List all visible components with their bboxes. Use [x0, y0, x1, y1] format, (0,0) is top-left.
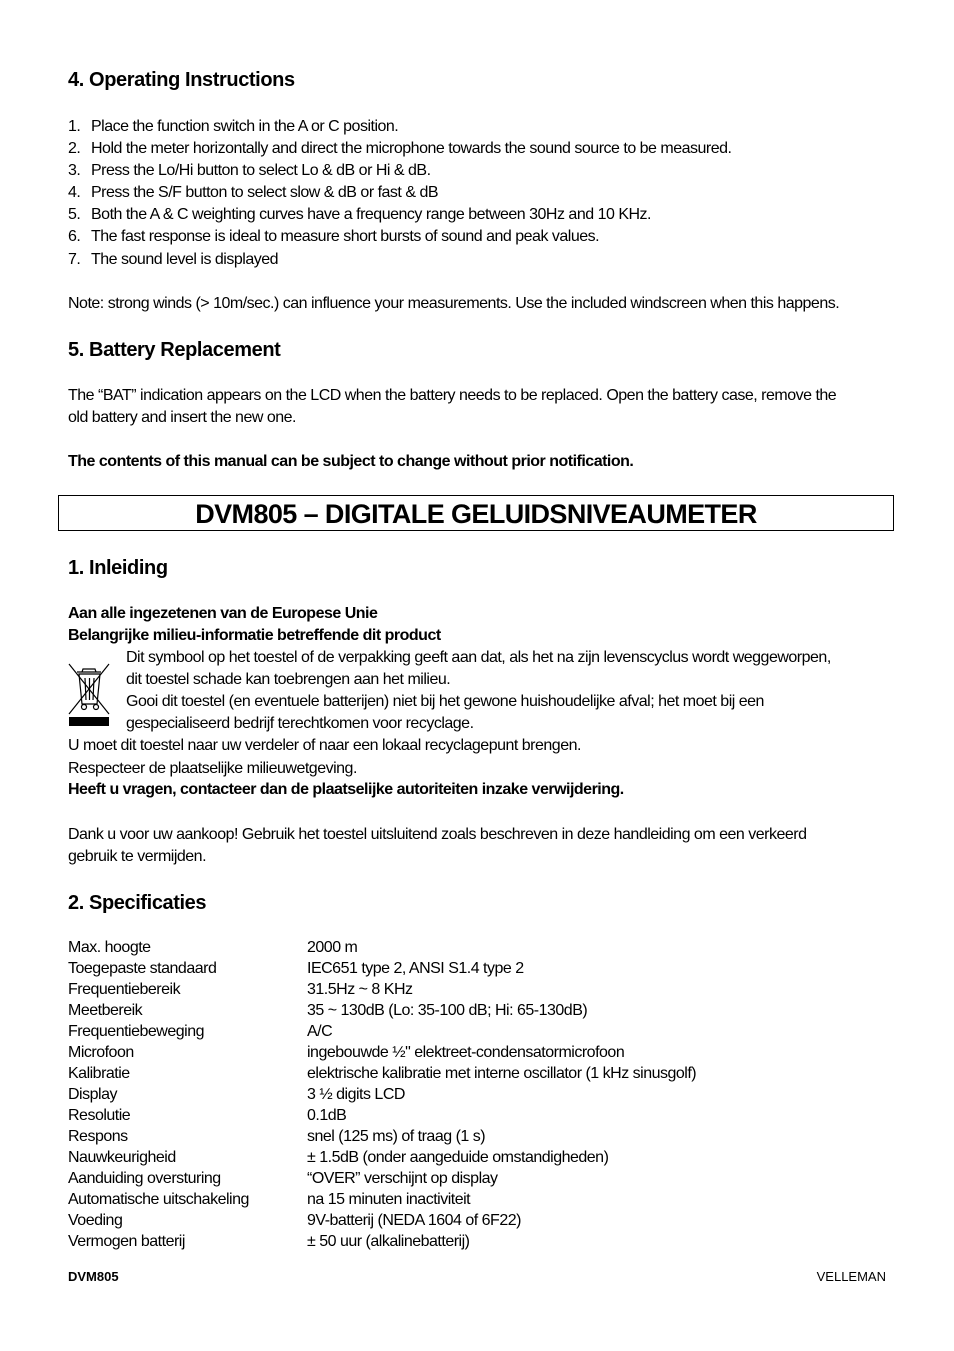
- spec-value: 31.5Hz ~ 8 KHz: [307, 981, 413, 998]
- spec-label: Max. hoogte: [68, 939, 151, 956]
- section-heading-operating-instructions: 4. Operating Instructions: [68, 69, 295, 91]
- footer-model: DVM805: [68, 1269, 119, 1284]
- paragraph-line: dit toestel schade kan toebrengen aan het milieu.: [126, 671, 451, 688]
- paragraph-line: U moet dit toestel naar uw verdeler of naar een lokaal recyclagepunt brengen.: [68, 737, 581, 754]
- spec-label: Meetbereik: [68, 1002, 143, 1019]
- paragraph-line: old battery and insert the new one.: [68, 409, 296, 426]
- spec-value: 0.1dB: [307, 1107, 347, 1124]
- list-number: 1.: [68, 118, 81, 135]
- spec-label: Frequentiebeweging: [68, 1023, 204, 1040]
- banner-title: DVM805 – DIGITALE GELUIDSNIVEAUMETER: [195, 499, 757, 529]
- spec-row: [68, 1128, 486, 1146]
- spec-value: ± 1.5dB (onder aangeduide omstandigheden): [307, 1149, 609, 1166]
- list-item: [68, 184, 438, 202]
- list-item: [68, 228, 599, 246]
- section-heading-battery-replacement: 5. Battery Replacement: [68, 339, 281, 361]
- list-text: The fast response is ideal to measure short bursts of sound and peak values.: [91, 228, 600, 245]
- spec-label: Automatische uitschakeling: [68, 1191, 249, 1208]
- spec-row: [68, 1065, 697, 1083]
- spec-value: ± 50 uur (alkalinebatterij): [307, 1233, 470, 1250]
- notice-text: The contents of this manual can be subject to change without prior notification.: [68, 453, 634, 470]
- spec-value: elektrische kalibratie met interne oscillator (1 kHz sinusgolf): [307, 1065, 697, 1082]
- paragraph-line: Dank u voor uw aankoop! Gebruik het toestel uitsluitend zoals beschreven in deze handleiding om een verkeerd: [68, 826, 807, 843]
- eu-heading: Aan alle ingezetenen van de Europese Unie: [68, 605, 378, 622]
- spec-label: Microfoon: [68, 1044, 134, 1061]
- list-number: 4.: [68, 184, 81, 201]
- spec-row: [68, 1023, 333, 1041]
- spec-row: [68, 981, 413, 999]
- list-number: 5.: [68, 206, 81, 223]
- list-text: The sound level is displayed: [91, 251, 279, 268]
- list-text: Hold the meter horizontally and direct the microphone towards the sound source to be measured.: [91, 140, 732, 157]
- spec-row: [68, 1002, 588, 1020]
- spec-label: Display: [68, 1086, 117, 1103]
- spec-row: [68, 1233, 470, 1251]
- spec-label: Toegepaste standaard: [68, 960, 217, 977]
- list-number: 7.: [68, 251, 81, 268]
- spec-label: Voeding: [68, 1212, 123, 1229]
- spec-value: na 15 minuten inactiviteit: [307, 1191, 471, 1208]
- spec-row: [68, 1044, 625, 1062]
- paragraph-line: Dit symbool op het toestel of de verpakking geeft aan dat, als het na zijn levenscyclus wordt weggeworpen,: [126, 649, 831, 666]
- title-banner: [58, 495, 894, 531]
- spec-row: [68, 960, 524, 978]
- list-item: [68, 140, 732, 158]
- spec-row: [68, 1107, 347, 1125]
- list-text: Press the Lo/Hi button to select Lo & dB or Hi & dB.: [91, 162, 431, 179]
- spec-value: IEC651 type 2, ANSI S1.4 type 2: [307, 960, 524, 977]
- spec-value: snel (125 ms) of traag (1 s): [307, 1128, 486, 1145]
- section-heading-specificaties: 2. Specificaties: [68, 892, 207, 914]
- spec-row: [68, 939, 358, 957]
- spec-label: Resolutie: [68, 1107, 131, 1124]
- list-number: 6.: [68, 228, 81, 245]
- spec-row: [68, 1086, 405, 1104]
- spec-value: “OVER” verschijnt op display: [307, 1170, 498, 1187]
- spec-row: [68, 1191, 471, 1209]
- environment-heading: Belangrijke milieu-informatie betreffende dit product: [68, 627, 441, 644]
- footer-brand: VELLEMAN: [816, 1269, 886, 1284]
- spec-row: [68, 1170, 498, 1188]
- paragraph-line: The “BAT” indication appears on the LCD when the battery needs to be replaced. Open the battery case, remove the: [68, 387, 837, 404]
- paragraph-line: Respecteer de plaatselijke milieuwetgeving.: [68, 760, 357, 777]
- crossed-bin-icon: [68, 660, 110, 728]
- list-number: 3.: [68, 162, 81, 179]
- note-text: Note: strong winds (> 10m/sec.) can influence your measurements. Use the included windscreen when this happens.: [68, 295, 840, 312]
- spec-label: Kalibratie: [68, 1065, 130, 1082]
- list-item: [68, 251, 278, 269]
- spec-value: 2000 m: [307, 939, 358, 956]
- spec-value: 9V-batterij (NEDA 1604 of 6F22): [307, 1212, 521, 1229]
- list-item: [68, 206, 651, 224]
- list-text: Both the A & C weighting curves have a frequency range between 30Hz and 10 KHz.: [91, 206, 651, 223]
- spec-value: 35 ~ 130dB (Lo: 35-100 dB; Hi: 65-130dB): [307, 1002, 588, 1019]
- spec-value: A/C: [307, 1023, 333, 1040]
- spec-value: ingebouwde ½" elektreet-condensatormicrofoon: [307, 1044, 625, 1061]
- paragraph-line: gebruik te vermijden.: [68, 848, 207, 865]
- list-text: Place the function switch in the A or C position.: [91, 118, 399, 135]
- paragraph-line: Gooi dit toestel (en eventuele batterijen) niet bij het gewone huishoudelijke afval; het moet bij een: [126, 693, 764, 710]
- list-number: 2.: [68, 140, 81, 157]
- spec-row: [68, 1149, 609, 1167]
- spec-row: [68, 1212, 521, 1230]
- spec-label: Respons: [68, 1128, 128, 1145]
- spec-label: Vermogen batterij: [68, 1233, 185, 1250]
- section-heading-inleiding: 1. Inleiding: [68, 557, 168, 579]
- spec-label: Aanduiding oversturing: [68, 1170, 221, 1187]
- list-item: [68, 118, 398, 136]
- list-text: Press the S/F button to select slow & dB or fast & dB: [91, 184, 439, 201]
- paragraph-line: gespecialiseerd bedrijf terechtkomen voor recyclage.: [126, 715, 474, 732]
- spec-label: Nauwkeurigheid: [68, 1149, 176, 1166]
- questions-text: Heeft u vragen, contacteer dan de plaatselijke autoriteiten inzake verwijdering.: [68, 781, 624, 798]
- list-item: [68, 162, 431, 180]
- spec-label: Frequentiebereik: [68, 981, 181, 998]
- spec-value: 3 ½ digits LCD: [307, 1086, 405, 1103]
